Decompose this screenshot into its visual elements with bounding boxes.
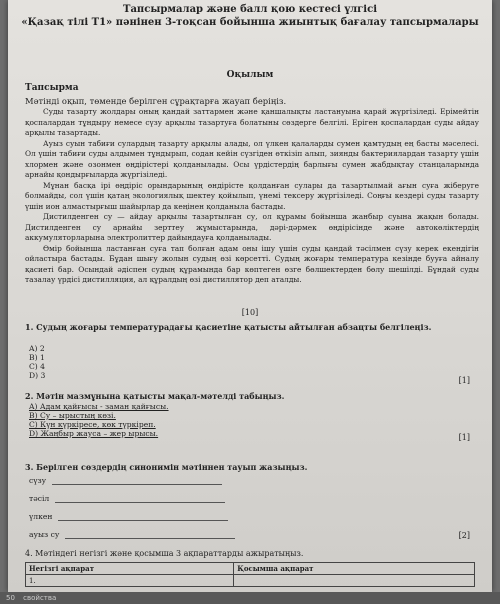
header-line-1: Тапсырмалар және балл қою кестесі үлгісі (123, 4, 377, 15)
table-header: Қосымша ақпарат (234, 563, 475, 575)
question-1-options (29, 344, 45, 380)
question-1-mark: [1] (458, 376, 470, 385)
question-2-options (29, 402, 169, 438)
section-title: Оқылым (226, 70, 274, 80)
table-header: Негізгі ақпарат (26, 563, 234, 575)
answer-line[interactable] (58, 520, 228, 521)
word: ауыз су (29, 530, 60, 539)
synonym-row (29, 530, 235, 539)
zoom-readout: 50 (6, 594, 15, 602)
question-1: 1. Судың жоғары температурадағы қасиетіне қатысты айтылған абзацты белгілеңіз. (25, 322, 432, 332)
question-4: 4. Мәтіндегі негізгі және қосымша 3 ақпараттарды ажыратыңыз. (25, 549, 304, 558)
question-2-mark: [1] (458, 433, 470, 442)
status-label: свойства (23, 594, 57, 602)
status-bar (0, 592, 500, 604)
table-cell[interactable]: 1. (26, 575, 234, 587)
header-line-2: «Қазақ тілі Т1» пәнінен 3-тоқсан бойынша жиынтық бағалау тапсырмалары (21, 17, 479, 28)
document-page (8, 0, 492, 592)
synonym-row (29, 512, 228, 521)
paragraph: Мұнан басқа ірі өңдіріс орындарының өндірісте қолданған сулары да тазартылмай ағын суға жіберуге болмайды, сол үшін қатаң экологиялық шектеу қойылып, үнемі тексеру жүргізіледі. Соңғы кездері суды тазарту үшін ион алмастырғыш шайырлар да кеңінен қолданыла бастады. (25, 180, 479, 211)
paragraph: Дистилденген су — айдау арқылы тазартылған су, ол құрамы бойынша жанбыр суына жақын болады. Дистилденген су арнайы зерттеу жұмыстарында, дәрі-дәрмек өңдірісінде және автокөліктердің аккумуляторларына электролиттер дайындауға қолданылады. (25, 212, 479, 242)
option[interactable]: C) 4 (29, 362, 46, 371)
answer-line[interactable] (65, 538, 235, 539)
question-3: 3. Берілген сөздердің синонимін мәтіннен тауып жазыңыз. (25, 462, 308, 472)
synonym-row (29, 494, 225, 503)
option[interactable]: D) Жаңбыр жауса – жер ырысы. (29, 429, 159, 438)
option[interactable]: B) Су – ырыстың көзі. (29, 411, 116, 420)
total-mark: [10] (241, 308, 259, 317)
answer-line[interactable] (55, 502, 225, 503)
word: үлкен (29, 512, 53, 521)
paragraph: Өмір бойынша ластанған суға тап болған адам оны ішу үшін суды қандай тәсілмен сүзу керек екендігін ойластыра бастады. Бұдан шығу жолын судың өзі көрсетті. Судың жоғары температура кезінде бууға айналу қасиеті бар. Осындай әдіспен судың құрамында бар көптеген өзге бөлшектерден бөлу шешілді. Бұндай суды тазалау үрдісі дистилляция, ал құралдың өзі дистиллятор деп аталды. (25, 243, 479, 284)
option[interactable]: B) 1 (29, 353, 45, 362)
paragraph: Ауыз суын табиғи сулардың тазарту арқылы алады, ол үлкен қалаларды сумен қамтудың ең басты мәселесі. Ол үшін табиғи суды алдымен тұндырып, содан кейін сүзгіден өткізіп алып, зиянды бактериялардан тазарту үшін хлормен және озонмен өңдірістері қолданылады. Осы үрдістердің барлығы сумен жабдықтау станцаларында арнайы қондырғыларда жүргізіледі. (25, 138, 479, 179)
option[interactable]: A) 2 (29, 344, 45, 353)
table-cell[interactable] (234, 575, 475, 587)
answer-line[interactable] (52, 484, 222, 485)
instruction-text: Мәтінді оқып, төменде берілген сұрақтарға жауап беріңіз. (25, 96, 287, 106)
paragraph: Суды тазарту жолдары оның қандай заттармен және қаншалықты ластануына қарай жүргізіледі. Ерімейтін қоспалардан тұндыру немесе сүзу арқылы тазартуға болатыны сөздерге белгілі. Еріген қоспалардан суды айдау арқылы тазартады. (25, 107, 479, 137)
reading-text (25, 107, 479, 286)
option[interactable]: D) 3 (29, 371, 46, 380)
info-table (25, 562, 475, 587)
option[interactable]: A) Адам қайғысы - заман қайғысы. (29, 402, 169, 411)
task-label: Тапсырма (25, 83, 79, 93)
option[interactable]: C) Күн күркіресе, көк түркіреп. (29, 420, 156, 429)
word: тәсіл (29, 494, 50, 503)
word: сүзу (29, 476, 47, 485)
question-3-mark: [2] (458, 531, 470, 540)
synonym-row (29, 476, 222, 485)
question-2: 2. Мәтін мазмұнына қатысты мақал-мәтелді табыңыз. (25, 391, 285, 401)
table-row (26, 575, 475, 587)
